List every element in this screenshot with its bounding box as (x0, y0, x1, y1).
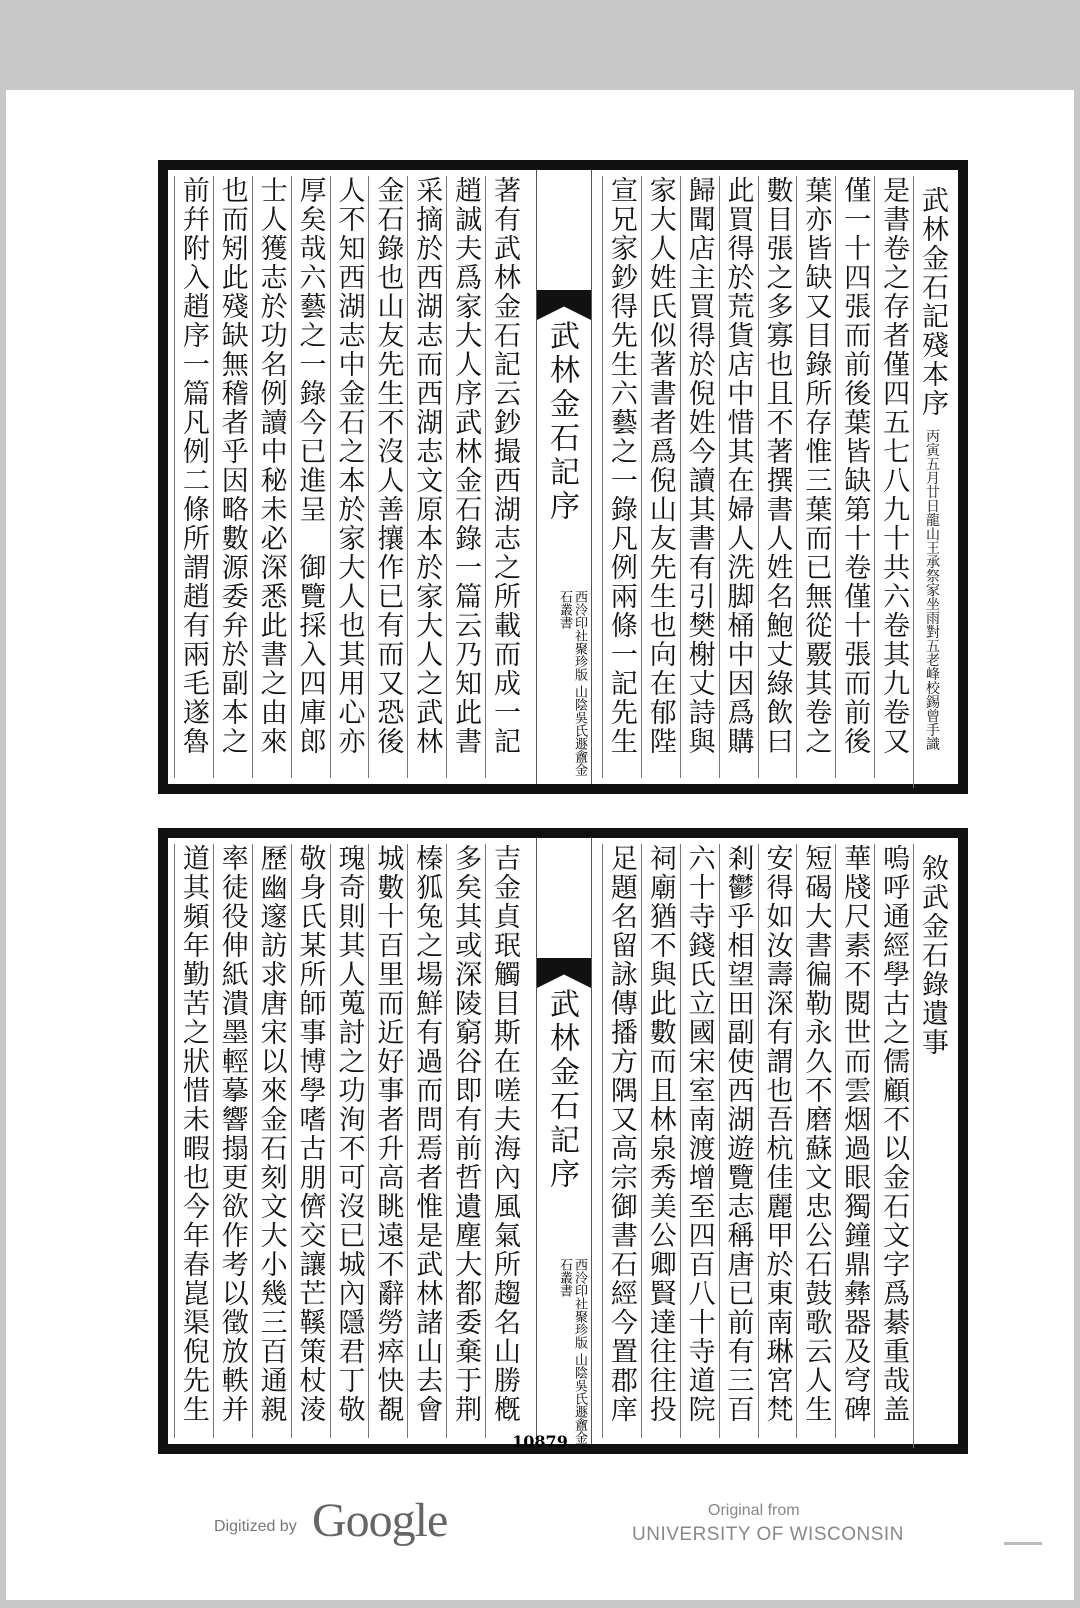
spine-title: 武林金石記序 (544, 988, 579, 1192)
text-column: 也而矧此殘缺無稽者乎因略數源委弁於副本之 (213, 176, 252, 778)
scanned-page (6, 90, 1074, 1600)
top-heading: 武林金石記殘本序 (917, 186, 948, 418)
scan-mark (1004, 1542, 1042, 1545)
text-column: 僅一十四張而前後葉皆缺第十卷僅十張而前後 (835, 176, 874, 778)
text-column: 宣兄家鈔得先生六藝之一錄凡例兩條一記先生 (602, 176, 641, 778)
digitized-by-label: Digitized by (214, 1518, 297, 1535)
fish-tail-mark (537, 958, 591, 988)
text-column: 吉金貞珉觸目斯在嗟夫海內風氣所趨名山勝槪 (485, 844, 524, 1438)
spine-publisher: 西泠印社聚珍版 山陰吳氏遯盦金石叢書 (557, 1258, 587, 1445)
top-right-text-block (602, 176, 952, 778)
top-woodblock-panel (158, 160, 968, 794)
text-column: 歸聞店主買得於倪姓今讀其書有引樊榭丈詩與 (680, 176, 719, 778)
text-column: 率徒役伸紙潰墨輕摹響搨更欲作考以徵放軼并 (213, 844, 252, 1438)
page-number: 10879 (512, 1432, 568, 1451)
text-column: 家大人姓氏似著書者爲倪山友先生也向在郁陛 (641, 176, 680, 778)
text-column: 短碣大書徧勒永久不磨蘇文忠公石鼓歌云人生 (796, 844, 835, 1438)
text-column: 城數十百里而近好事者升高眺遠不辭勞瘁快覩 (368, 844, 407, 1438)
text-column: 敬身氏某所師事博學嗜古朋儕交讓芒鞵策杖淩 (291, 844, 330, 1438)
text-column: 金石錄也山友先生不沒人善攘作已有而又恐後 (368, 176, 407, 778)
text-column: 趙誠夫爲家大人序武林金石錄一篇云乃知此書 (446, 176, 485, 778)
google-logo: Google (312, 1494, 448, 1547)
text-column: 數目張之多寡也且不著撰書人姓名鮑丈綠飲曰 (758, 176, 797, 778)
bottom-heading: 敘武金石錄遺事 (913, 844, 952, 1448)
text-column: 瑰奇則其人蒐討之功洵不可沒已城內隱君丁敬 (330, 844, 369, 1438)
fish-tail-mark (537, 290, 591, 320)
text-column: 前幷附入趙序一篇凡例二條所謂趙有兩毛遂魯 (174, 176, 213, 778)
text-column: 榛狐兔之場鮮有過而問焉者惟是武林諸山去會 (407, 844, 446, 1438)
text-column: 歷幽邃訪求唐宋以來金石刻文大小幾三百通親 (252, 844, 291, 1438)
text-column: 剎鬱乎相望田副使西湖遊覽志稱唐已前有三百 (719, 844, 758, 1438)
text-column: 多矣其或深陵窮谷即有前哲遺塵大都委棄于荆 (446, 844, 485, 1438)
original-from-label: Original from (708, 1502, 800, 1519)
spine-title: 武林金石記序 (544, 320, 579, 524)
top-heading-column (913, 176, 952, 788)
text-column: 道其頻年勤苦之狀惜未暇也今年春崑渠倪先生 (174, 844, 213, 1438)
text-column: 人不知西湖志中金石之本於家大人也其用心亦 (330, 176, 369, 778)
spine-publisher: 西泠印社聚珍版 山陰吳氏遯盦金石叢書 (557, 590, 587, 777)
text-column: 士人獲志於功名例讀中秘未必深悉此書之由來 (252, 176, 291, 778)
text-column: 著有武林金石記云鈔撮西湖志之所載而成一記 (485, 176, 524, 778)
text-column: 厚矣哉六藝之一錄今已進呈 御覽採入四庫郎 (291, 176, 330, 778)
top-center-spine (536, 170, 592, 784)
university-label: UNIVERSITY OF WISCONSIN (632, 1524, 904, 1545)
top-left-text-block (174, 176, 524, 778)
bottom-right-text-block (602, 844, 952, 1438)
bottom-woodblock-panel (158, 828, 968, 1454)
text-column: 采摘於西湖志而西湖志文原本於家大人之武林 (407, 176, 446, 778)
text-column: 嗚呼通經學古之儒顧不以金石文字爲綦重哉盖 (874, 844, 913, 1438)
text-column: 足題名留詠傳播方隅又高宗御書石經今置郡庠 (602, 844, 641, 1438)
bottom-center-spine (536, 838, 592, 1444)
text-column: 六十寺錢氏立國宋室南渡增至四百八十寺道院 (680, 844, 719, 1438)
text-column: 是書卷之存者僅四五七八九十共六卷其九卷又 (874, 176, 913, 778)
text-column: 安得如汝壽深有謂也吾杭佳麗甲於東南琳宮梵 (758, 844, 797, 1438)
text-column: 祠廟猶不與此數而且林泉秀美公卿賢達往往投 (641, 844, 680, 1438)
top-heading-note: 丙寅五月廿日龍山王承祭家坐雨對五老峰校錫曾手識 (924, 428, 940, 751)
bottom-left-text-block (174, 844, 524, 1438)
text-column: 華牋尺素不閱世而雲烟過眼獨鐘鼎彝器及穹碑 (835, 844, 874, 1438)
text-column: 葉亦皆缺又目錄所存惟三葉而已無從覈其卷之 (796, 176, 835, 778)
text-column: 此買得於荒貨店中惜其在婦人洗脚桶中因爲購 (719, 176, 758, 778)
